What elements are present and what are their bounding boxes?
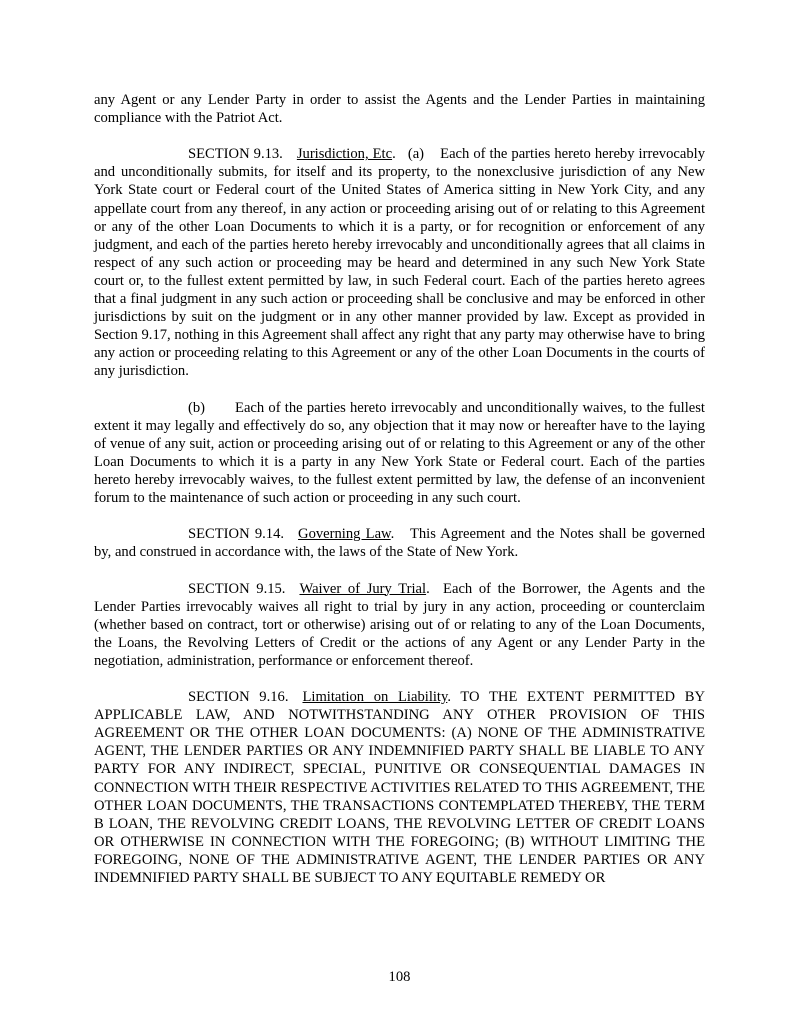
paragraph-text: Each of the parties hereto hereby irrevocably and unconditionally submits, for itself and its property, to the nonexclusive jurisdiction of any New York State court or Federal court of the United States of America sitting in New York City, and any appellate court from any thereof, in any action or proceeding arising out of or relating to this Agreement or any of the other Loan Documents to which it is a party, or for recognition or enforcement of any judgment, and each of the parties hereto hereby irrevocably and unconditionally agrees that all claims in respect of any such action or proceeding may be heard and determined in any such New York State court or, to the fullest extent permitted by law, in such Federal court. Each of the parties hereto agrees that a final judgment in any such action or proceeding shall be conclusive and may be enforced in other jurisdictions by suit on the judgment or in any other manner provided by law. Except as provided in Section 9.17, nothing in this Agreement shall affect any right that any party may otherwise have to bring any action or proceeding relating to this Agreement or any of the other Loan Documents in the courts of any jurisdiction. — [94, 146, 705, 380]
section-9-13-paragraph-a — [94, 145, 705, 380]
paragraph-text: Each of the Borrower, the Agents and the Lender Parties irrevocably waives all right to trial by jury in any action, proceeding or counterclaim (whether based on contract, tort or otherwise) arising out of or relating to any of the Loan Documents, the Loans, the Revolving Letters of Credit or the actions of any Agent or any Lender Party in the negotiation, administration, performance or enforcement thereof. — [94, 580, 706, 669]
section-number: SECTION 9.16. — [188, 689, 289, 706]
section-heading: Limitation on Liability — [302, 689, 448, 706]
section-number: SECTION 9.14. — [188, 526, 285, 543]
paragraph-text: TO THE EXTENT PERMITTED BY APPLICABLE LAW, AND NOTWITHSTANDING ANY OTHER PROVISION OF THIS AGREEMENT OR THE OTHER LOAN DOCUMENTS: (A) NONE OF THE ADMINISTRATIVE AGENT, THE LENDER PARTIES OR ANY INDEMNIFIED PARTY SHALL BE LIABLE TO ANY PARTY FOR ANY INDIRECT, SPECIAL, PUNITIVE OR CONSEQUENTIAL DAMAGES IN CONNECTION WITH THEIR RESPECTIVE ACTIVITIES RELATED TO THIS AGREEMENT, THE OTHER LOAN DOCUMENTS, THE TRANSACTIONS CONTEMPLATED THEREBY, THE TERM B LOAN, THE REVOLVING CREDIT LOANS, THE REVOLVING LETTER OF CREDIT LOANS OR OTHERWISE IN CONNECTION WITH THE FOREGOING; (B) WITHOUT LIMITING THE FOREGOING, NONE OF THE ADMINISTRATIVE AGENT, THE LENDER PARTIES OR ANY INDEMNIFIED PARTY SHALL BE SUBJECT TO ANY EQUITABLE REMEDY OR — [94, 689, 705, 887]
heading-punctuation: . — [426, 580, 430, 597]
heading-punctuation: . — [447, 689, 451, 706]
section-9-16-paragraph — [94, 688, 705, 887]
heading-punctuation: . — [392, 146, 396, 163]
section-heading: Jurisdiction, Etc — [296, 146, 393, 163]
section-number: SECTION 9.15. — [188, 580, 286, 597]
heading-punctuation: . — [390, 526, 395, 543]
page-number: 108 — [388, 969, 411, 985]
paragraph-patriot-act-continuation — [94, 91, 705, 127]
section-9-13-paragraph-b — [94, 399, 705, 508]
paragraph-text: This Agreement and the Notes shall be governed by, and construed in accordance with, the laws of the State of New York. — [94, 526, 706, 561]
section-heading: Governing Law — [298, 526, 391, 543]
section-9-15-paragraph — [94, 580, 705, 670]
paragraph-text: Each of the parties hereto irrevocably and unconditionally waives, to the fullest extent it may legally and effectively do so, any objection that it may now or hereafter have to the laying of venue of any suit, action or proceeding arising out of or relating to this Agreement or any of the other Loan Documents to which it is a party in any New York State or Federal court. Each of the parties hereto hereby irrevocably waives, to the fullest extent permitted by law, the defense of an inconvenient forum to the maintenance of such action or proceeding in any such court. — [94, 399, 705, 507]
paragraph-text: any Agent or any Lender Party in order to assist the Agents and the Lender Parties in maintaining compliance with the Patriot Act. — [94, 92, 705, 127]
document-body — [94, 91, 705, 905]
subsection-label: (b) — [188, 399, 206, 416]
section-9-14-paragraph — [94, 525, 705, 561]
section-number: SECTION 9.13. — [188, 146, 283, 163]
subsection-label: (a) — [407, 146, 425, 163]
section-heading: Waiver of Jury Trial — [299, 580, 427, 597]
